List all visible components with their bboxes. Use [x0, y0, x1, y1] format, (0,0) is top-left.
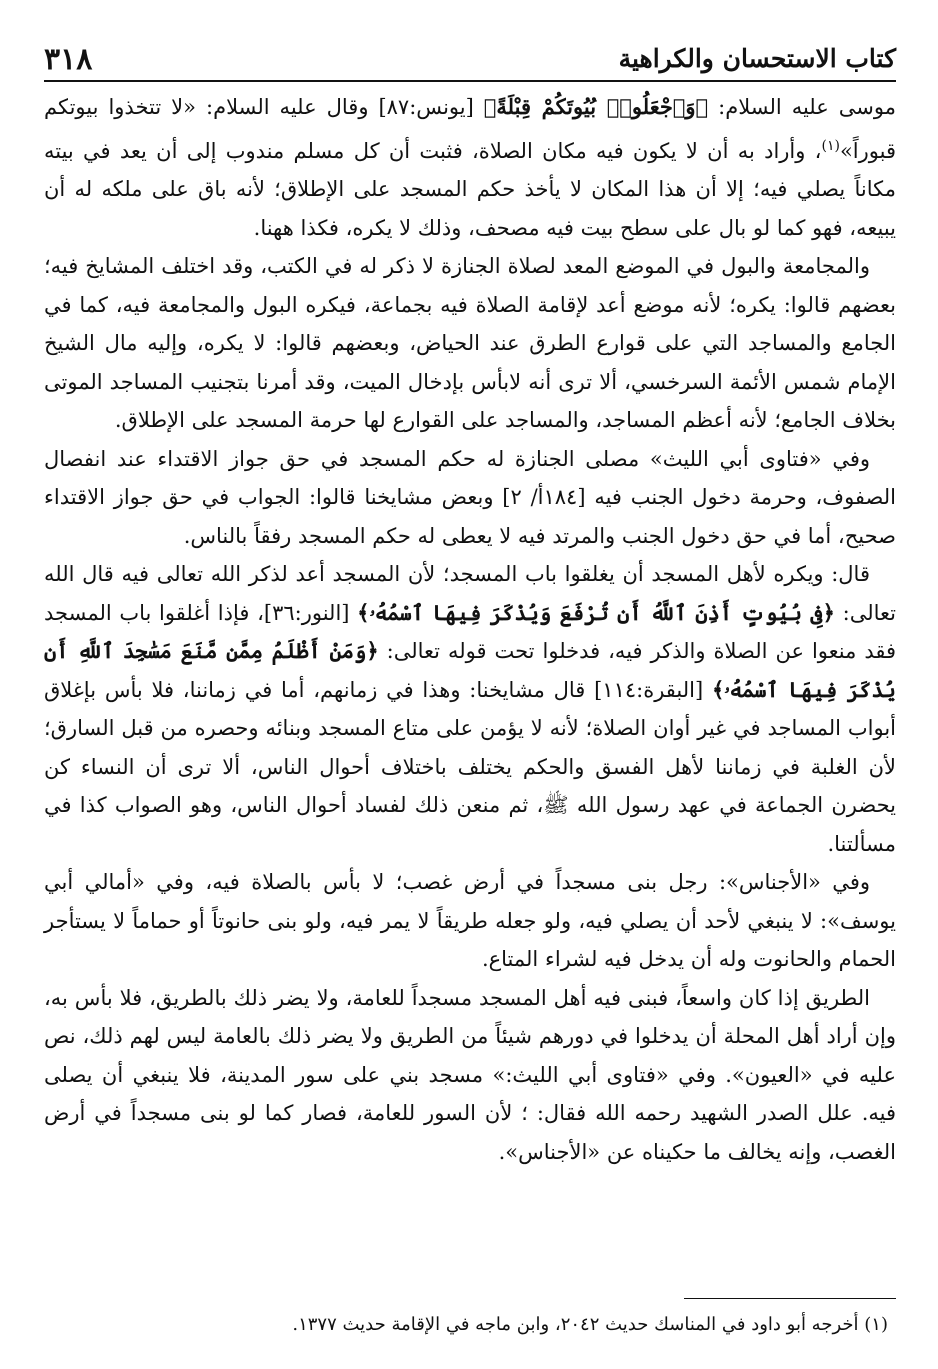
- paragraph-4: [44, 555, 896, 863]
- quran-verse-baqarah-114: ﴿وَمَنْ أَظْلَمُ مِمَّن مَّنَعَ مَسَٰجِدَ ٱللَّهِ أَن يُذْكَرَ فِيهَا ٱسْمُهُۥ﴾: [44, 638, 896, 702]
- paragraph-1: [44, 88, 896, 247]
- quran-verse-yunus-87: ﴿وَٱجْعَلُوا۟ بُيُوتَكُمْ قِبْلَةً﴾: [483, 94, 709, 119]
- footnote-marker: (١): [864, 1314, 888, 1335]
- main-text: [44, 88, 896, 1171]
- paragraph-4-text-a: قال: ويكره لأهل المسجد أن يغلقوا باب المسجد؛ لأن المسجد أعد لذكر الله تعالى فيه قال الله تعالى:: [44, 562, 896, 625]
- footnote-1: [44, 1312, 888, 1338]
- footnote-text: أخرجه أبو داود في المناسك حديث ٢٠٤٢، وابن ماجه في الإقامة حديث ١٣٧٧.: [292, 1314, 859, 1335]
- paragraph-2: والمجامعة والبول في الموضع المعد لصلاة الجنازة لا ذكر له في الكتب، وقد اختلف المشايخ فيه؛ بعضهم قالوا: يكره؛ لأنه موضع أعد لإقامة الصلاة فيه بجماعة، فيكره البول والمجامعة فيه، كما في الجامع والمساجد التي على قوارع الطرق عند الحياض، وبعضهم قالوا: لا يكره، وإليه مال الشيخ الإمام شمس الأئمة السرخسي، ألا ترى أنه لابأس بإدخال الميت، وقد أمرنا بتجنيب المساجد الموتى بخلاف الجامع؛ لأنه أعظم المساجد، والمساجد على القوارع لها حرمة المسجد على الإطلاق.: [44, 254, 896, 432]
- paragraph-3: وفي «فتاوى أبي الليث» مصلى الجنازة له حكم المسجد في حق جواز الاقتداء عند انفصال الصفوف، وحرمة دخول الجنب فيه [١٨٤أ/ ٢] وبعض مشايخنا قالوا: الجواب في حق جواز الاقتداء صحيح، أما في حق دخول الجنب والمرتد فيه لا يعطى له حكم المسجد رفقاً بالناس.: [44, 446, 896, 548]
- footnote-reference-1[interactable]: (١): [821, 137, 840, 154]
- paragraph-6: الطريق إذا كان واسعاً، فبنى فيه أهل المسجد مسجداً للعامة، ولا يضر ذلك بالطريق، فلا بأس به، وإن أراد أهل المحلة أن يدخلوا في دورهم شيئاً من الطريق ولا يضر ذلك بالعامة ليس لهم ذلك، نص عليه في «العيون». وفي «فتاوى أبي الليث:» مسجد بني على سور المدينة، فلا ينبغي أن يصلى فيه. علل الصدر الشهيد رحمه الله فقال: ؛ لأن السور للعامة، فصار كما لو بنى مسجداً في أرض الغصب، وإنه يخالف ما حكيناه عن «الأجناس».: [44, 985, 896, 1164]
- book-page: [44, 36, 896, 1336]
- footnote-divider: [684, 1298, 896, 1299]
- paragraph-4-text-b: [النور:٣٦]، فإذا أغلقوا باب المسجد فقد منعوا عن الصلاة والذكر فيه، فدخلوا تحت قوله تعالى:: [44, 600, 897, 663]
- quran-verse-nur-36: ﴿فِى بُيُوتٍ أَذِنَ ٱللَّهُ أَن تُرْفَعَ وَيُذْكَرَ فِيهَا ٱسْمُهُۥ﴾: [357, 599, 835, 625]
- page-number: ٣١٨: [44, 42, 93, 77]
- paragraph-4-text-c: [البقرة:١١٤] قال مشايخنا: وهذا في زمانهم، أما في زماننا، فلا بأس بإغلاق أبواب المساجد في غير أوان الصلاة؛ لأنه لا يؤمن على متاع المسجد وبنائه وحصره من قبل السارق؛ لأن الغلبة في زماننا لأهل الفسق والحكم يختلف باختلاف أحوال الناس، ألا ترى أن النساء كن يحضرن الجماعة في عهد رسول الله ﷺ، ثم منعن ذلك لفساد أحوال الناس، وهو الصواب كذا في مسألتنا.: [44, 677, 896, 856]
- paragraph-5: وفي «الأجناس»: رجل بنى مسجداً في أرض غصب؛ لا بأس بالصلاة فيه، وفي «أمالي أبي يوسف»: لا ينبغي لأحد أن يصلي فيه، ولو جعله طريقاً لا يمر فيه، ولو بنى حانوتاً أو حماماً لا يستأجر الحمام والحانوت وله أن يدخل فيه لشراء المتاع.: [44, 870, 896, 971]
- paragraph-1-text-b: [يونس:٨٧] وقال عليه السلام: «لا تتخذوا بيوتكم قبوراً»: [44, 95, 896, 163]
- running-title: كتاب الاستحسان والكراهية: [618, 44, 896, 73]
- paragraph-1-text-a: موسى عليه السلام:: [708, 95, 896, 119]
- page-header: [44, 36, 896, 82]
- paragraph-1-text-c: ، وأراد به أن لا يكون فيه مكان الصلاة، فثبت أن كل مسلم مندوب إلى أن يعد في بيته مكاناً يصلي فيه؛ إلا أن هذا المكان لا يأخذ حكم المسجد على الإطلاق؛ لأنه باق على ملكه له أن يبيعه، فهو كما لو بال على سطح بيت فيه مصحف، وذلك لا يكره، فكذا ههنا.: [44, 138, 896, 240]
